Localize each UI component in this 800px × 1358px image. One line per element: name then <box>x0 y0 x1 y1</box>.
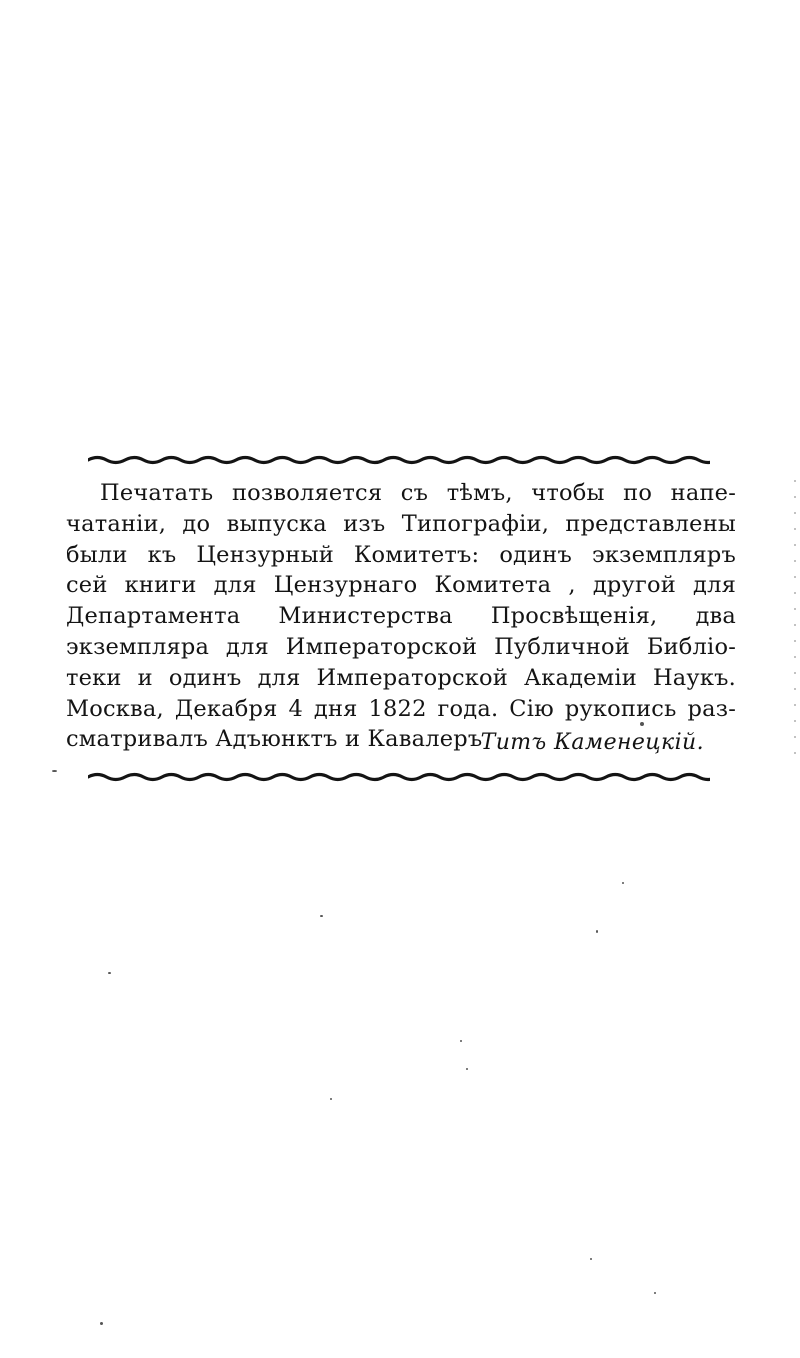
censor-signature: Титъ Каменецкій. <box>480 730 704 755</box>
scan-speck <box>460 1040 462 1042</box>
paragraph-line: теки и одинъ для Императорской Академіи Наукъ. <box>66 664 736 691</box>
paragraph-line: чатаніи, до выпуска изъ Типографіи, представлены <box>66 510 736 537</box>
censorship-approval-paragraph <box>66 478 736 755</box>
paragraph-line: Печатать позволяется съ тѣмъ, чтобы по напе- <box>100 480 736 506</box>
paragraph-line: Департамента Министерства Просвѣщенія, два <box>66 603 736 630</box>
scan-speck <box>596 930 598 933</box>
scan-speck <box>640 722 644 726</box>
paragraph-line: экземпляра для Императорской Публичной Библіо- <box>66 633 736 660</box>
scan-speck <box>330 1098 332 1100</box>
paragraph-line: были къ Цензурный Комитетъ: одинъ экземпляръ <box>66 541 736 568</box>
paragraph-line: сей книги для Цензурнаго Комитета , другой для <box>66 572 736 599</box>
scan-speck <box>100 1322 103 1325</box>
scan-speck <box>108 972 111 974</box>
top-wavy-ornament-rule <box>88 453 710 467</box>
scan-speck <box>622 882 624 884</box>
scan-speck <box>590 1258 592 1260</box>
bottom-wavy-ornament-rule <box>88 770 710 784</box>
scan-speck <box>320 915 323 917</box>
scan-speck <box>654 1292 656 1294</box>
scan-speck <box>466 1068 468 1070</box>
scan-edge-marks <box>792 480 798 760</box>
paragraph-line: сматривалъ Адъюнктъ и Кавалеръ <box>66 726 483 753</box>
scan-speck <box>52 770 57 772</box>
paragraph-line: Москва, Декабря 4 дня 1822 года. Сію рукопись раз- <box>66 695 736 722</box>
